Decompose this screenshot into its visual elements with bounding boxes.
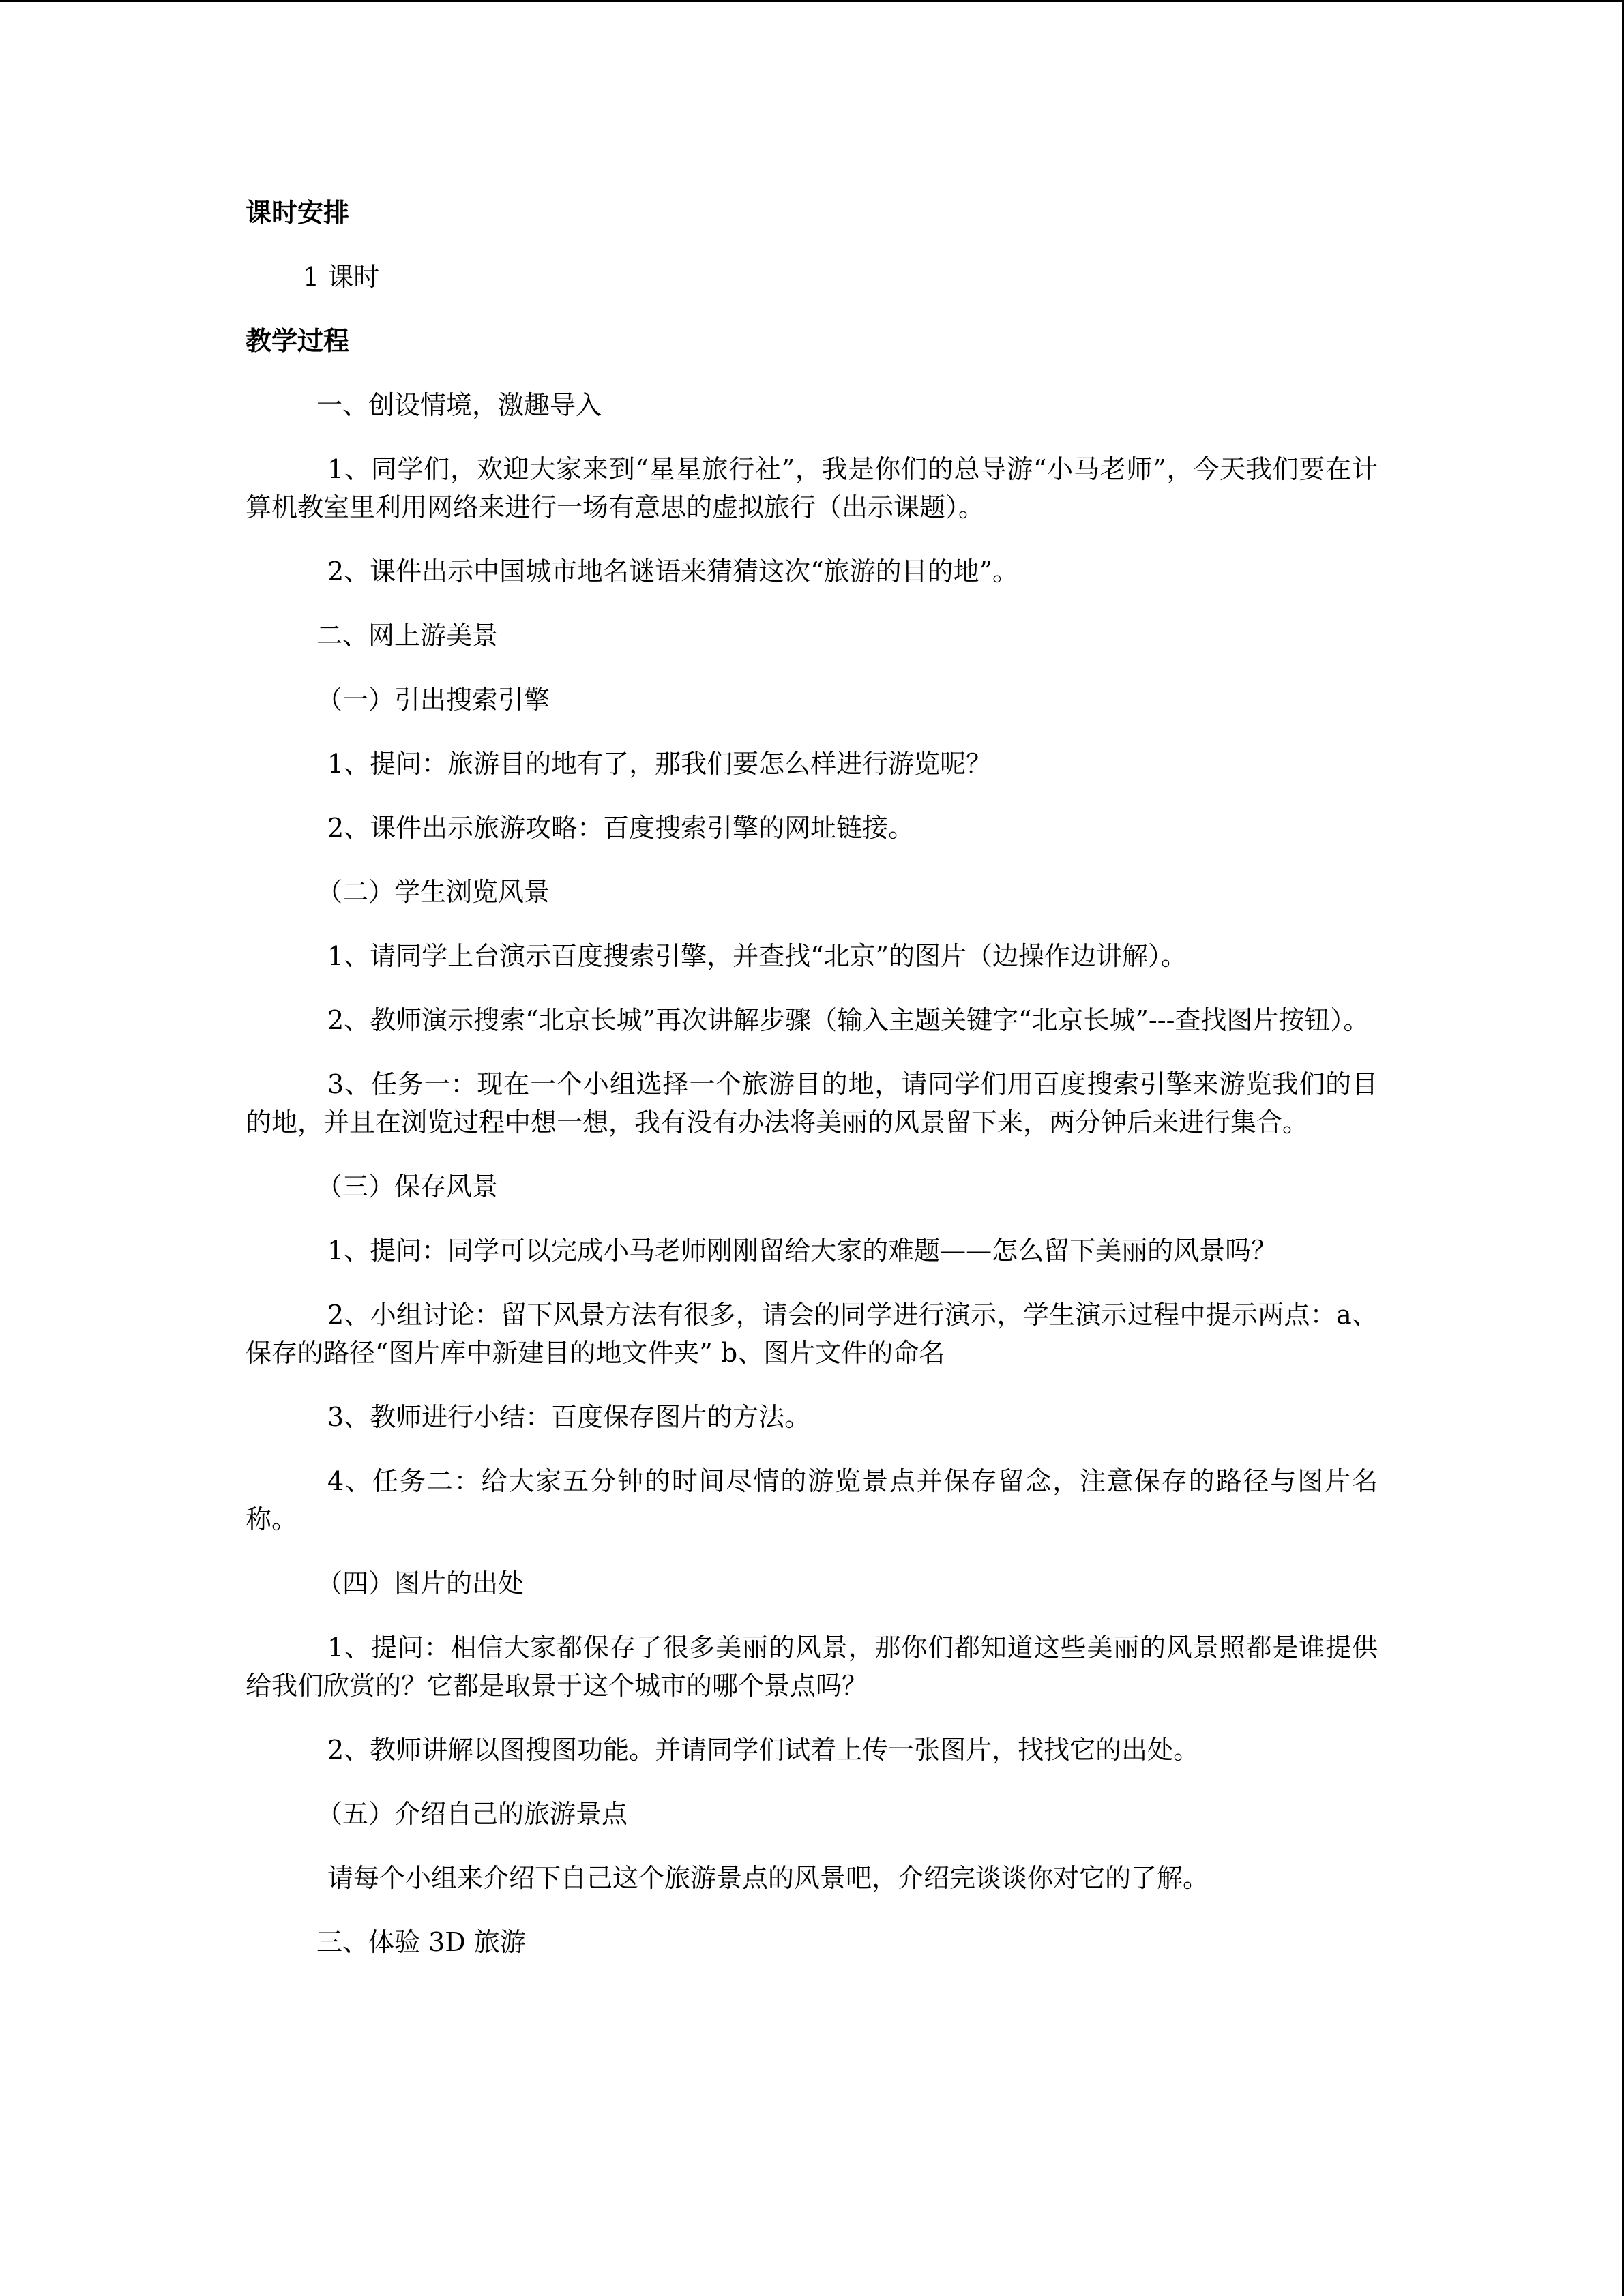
- paragraph: 2、小组讨论：留下风景方法有很多，请会的同学进行演示，学生演示过程中提示两点：a、保存的路径“图片库中新建目的地文件夹” b、图片文件的命名: [246, 1300, 1378, 1368]
- paragraph: 4、任务二：给大家五分钟的时间尽情的游览景点并保存留念，注意保存的路径与图片名称。: [246, 1466, 1378, 1534]
- paragraph: 1、提问：旅游目的地有了，那我们要怎么样进行游览呢？: [327, 749, 992, 779]
- paragraph: 请每个小组来介绍下自己这个旅游景点的风景吧，介绍完谈谈你对它的了解。: [327, 1863, 1209, 1893]
- section-title: 三、体验 3D 旅游: [316, 1927, 526, 1957]
- process-heading: 教学过程: [246, 326, 350, 356]
- section-title: 二、网上游美景: [316, 621, 499, 651]
- document-page: [246, 194, 1378, 1987]
- page-top-border: [0, 0, 1624, 2]
- schedule-value: 1 课时: [303, 262, 380, 292]
- subsection-title: （二）学生浏览风景: [316, 877, 550, 907]
- paragraph: 1、提问：相信大家都保存了很多美丽的风景，那你们都知道这些美丽的风景照都是谁提供给我们欣赏的？它都是取景于这个城市的哪个景点吗？: [246, 1632, 1378, 1701]
- paragraph: 2、教师演示搜索“北京长城”再次讲解步骤（输入主题关键字“北京长城”---查找图片按钮）。: [327, 1005, 1370, 1035]
- subsection-title: （四）图片的出处: [316, 1568, 525, 1598]
- paragraph: 1、同学们，欢迎大家来到“星星旅行社”，我是你们的总导游“小马老师”，今天我们要在计算机教室里利用网络来进行一场有意思的虚拟旅行（出示课题）。: [246, 454, 1378, 522]
- subsection-title: （一）引出搜索引擎: [316, 685, 550, 715]
- schedule-heading: 课时安排: [246, 198, 350, 228]
- paragraph: 2、课件出示中国城市地名谜语来猜猜这次“旅游的目的地”。: [327, 556, 1019, 586]
- section-title: 一、创设情境，激趣导入: [316, 390, 602, 420]
- paragraph: 1、提问：同学可以完成小马老师刚刚留给大家的难题——怎么留下美丽的风景吗？: [327, 1236, 1278, 1266]
- subsection-title: （三）保存风景: [316, 1172, 499, 1202]
- subsection-title: （五）介绍自己的旅游景点: [316, 1799, 628, 1829]
- paragraph: 3、任务一：现在一个小组选择一个旅游目的地，请同学们用百度搜索引擎来游览我们的目的地，并且在浏览过程中想一想，我有没有办法将美丽的风景留下来，两分钟后来进行集合。: [246, 1069, 1378, 1137]
- paragraph: 2、课件出示旅游攻略：百度搜索引擎的网址链接。: [327, 813, 915, 843]
- paragraph: 1、请同学上台演示百度搜索引擎，并查找“北京”的图片（边操作边讲解）。: [327, 941, 1187, 971]
- paragraph: 3、教师进行小结：百度保存图片的方法。: [327, 1402, 811, 1432]
- paragraph: 2、教师讲解以图搜图功能。并请同学们试着上传一张图片，找找它的出处。: [327, 1735, 1200, 1765]
